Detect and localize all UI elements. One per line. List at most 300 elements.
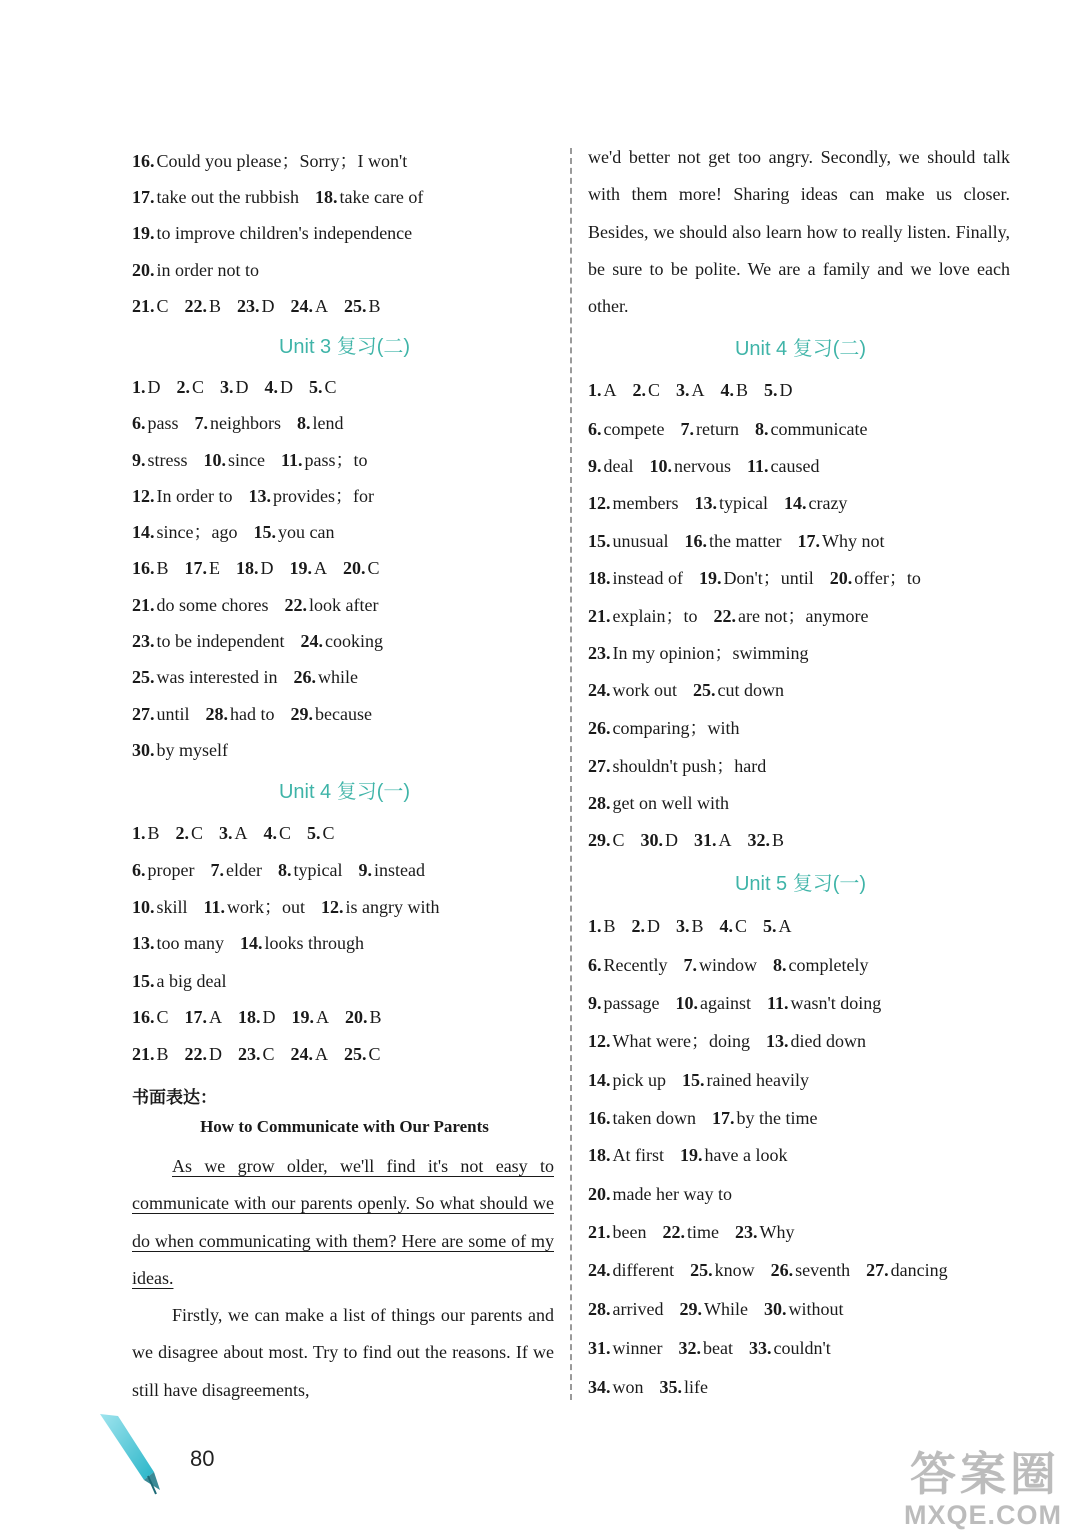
answer-text: explain；to bbox=[612, 606, 698, 626]
answer-number: 23. bbox=[132, 631, 155, 651]
answer-item bbox=[588, 1108, 696, 1128]
answer-number: 16. bbox=[588, 1108, 611, 1128]
answer-line bbox=[132, 630, 399, 652]
answer-item bbox=[210, 860, 261, 880]
answer-item bbox=[132, 260, 259, 280]
answer-number: 27. bbox=[866, 1260, 889, 1280]
answer-number: 24. bbox=[588, 1260, 611, 1280]
answer-number: 17. bbox=[797, 531, 820, 551]
answer-text: A bbox=[314, 558, 328, 578]
answer-text: A bbox=[234, 823, 248, 843]
answer-number: 21. bbox=[588, 606, 611, 626]
answer-text: rained heavily bbox=[706, 1070, 809, 1090]
answer-number: 35. bbox=[659, 1377, 682, 1397]
answer-item bbox=[588, 1070, 666, 1090]
answer-text: pick up bbox=[612, 1070, 666, 1090]
answer-item bbox=[588, 993, 659, 1013]
page-number: 80 bbox=[190, 1446, 215, 1471]
answer-text: crazy bbox=[808, 493, 848, 513]
answer-number: 10. bbox=[203, 450, 226, 470]
answer-item bbox=[238, 1007, 276, 1027]
answer-text: take care of bbox=[339, 187, 424, 207]
answer-text: life bbox=[684, 1377, 708, 1397]
answer-number: 21. bbox=[132, 595, 155, 615]
answer-number: 17. bbox=[132, 187, 155, 207]
answer-item bbox=[588, 955, 667, 975]
answer-item bbox=[220, 377, 249, 397]
answer-text: B bbox=[368, 296, 381, 316]
answer-text: communicate bbox=[770, 419, 868, 439]
answer-item bbox=[278, 860, 342, 880]
answer-text: typical bbox=[718, 493, 768, 513]
answer-item bbox=[132, 1007, 169, 1027]
answer-item bbox=[132, 897, 188, 917]
answer-number: 20. bbox=[588, 1184, 611, 1204]
answer-number: 18. bbox=[238, 1007, 261, 1027]
answer-number: 15. bbox=[253, 522, 276, 542]
answer-item bbox=[132, 823, 160, 843]
answer-line bbox=[132, 594, 394, 616]
answer-number: 4. bbox=[719, 916, 734, 936]
answer-line bbox=[132, 1043, 397, 1065]
answer-number: 27. bbox=[588, 756, 611, 776]
answer-number: 6. bbox=[132, 860, 146, 880]
answer-text: died down bbox=[790, 1031, 866, 1051]
answer-text: Why not bbox=[821, 531, 885, 551]
answer-number: 7. bbox=[210, 860, 224, 880]
answer-number: 30. bbox=[132, 740, 155, 760]
answer-number: 30. bbox=[640, 830, 664, 850]
answer-text: by the time bbox=[736, 1108, 818, 1128]
answer-number: 24. bbox=[290, 1044, 314, 1064]
answer-item bbox=[132, 413, 179, 433]
answer-text: typical bbox=[293, 860, 343, 880]
answer-number: 2. bbox=[176, 377, 190, 397]
answer-line bbox=[132, 1006, 398, 1028]
answer-item bbox=[721, 380, 749, 400]
answer-number: 14. bbox=[588, 1070, 611, 1090]
answer-text: A bbox=[603, 380, 617, 400]
answer-number: 23. bbox=[588, 643, 611, 663]
writing-label: 书面表达： bbox=[132, 1088, 217, 1108]
answer-text: time bbox=[686, 1222, 719, 1242]
answer-item bbox=[206, 704, 275, 724]
answer-line bbox=[588, 1183, 748, 1205]
essay-continuation: we'd better not get too angry. Secondly, we should talk with them more! Sharing ideas can make us closer. Besides, we should also learn how to really listen. Finally, be sure to be polite. We are a family and we love each other. bbox=[588, 147, 1010, 317]
answer-text: won bbox=[612, 1377, 644, 1397]
answer-text: A bbox=[315, 296, 329, 316]
answer-text: have a look bbox=[704, 1145, 788, 1165]
answer-line bbox=[588, 1337, 847, 1359]
answer-item bbox=[237, 296, 275, 316]
answer-item bbox=[238, 1044, 275, 1064]
answer-number: 14. bbox=[783, 493, 807, 513]
answer-number: 11. bbox=[280, 450, 303, 470]
answer-item bbox=[132, 522, 237, 542]
answer-text: work；out bbox=[227, 897, 306, 917]
answer-text: neighbors bbox=[210, 413, 281, 433]
answer-number: 12. bbox=[588, 1031, 611, 1051]
answer-text: pass bbox=[147, 413, 179, 433]
answer-line bbox=[588, 530, 900, 552]
essay-paragraph-2: Firstly, we can make a list of things our parents and we disagree about most. Try to find out the reasons. If we still have disagreements, bbox=[132, 1305, 554, 1400]
answer-line bbox=[588, 1259, 964, 1281]
answer-number: 27. bbox=[132, 704, 155, 724]
answer-text: elder bbox=[225, 860, 262, 880]
answer-number: 25. bbox=[693, 680, 716, 700]
answer-number: 26. bbox=[293, 667, 316, 687]
answer-line bbox=[588, 1107, 833, 1129]
answer-text: offer；to bbox=[854, 568, 921, 588]
answer-text: B bbox=[156, 1044, 169, 1064]
answer-number: 12. bbox=[588, 493, 611, 513]
answer-text: Recently bbox=[603, 955, 668, 975]
answer-text: Could you please；Sorry；I won't bbox=[156, 151, 408, 171]
answer-number: 9. bbox=[588, 456, 602, 476]
answer-line bbox=[132, 259, 275, 281]
answer-text: C bbox=[735, 916, 748, 936]
answer-item bbox=[588, 1031, 750, 1051]
answer-item bbox=[690, 1260, 755, 1280]
answer-text: couldn't bbox=[773, 1338, 831, 1358]
answer-item bbox=[680, 1145, 787, 1165]
answer-text: C bbox=[324, 377, 337, 397]
answer-text: completely bbox=[788, 955, 869, 975]
answer-number: 26. bbox=[770, 1260, 794, 1280]
answer-number: 13. bbox=[694, 493, 717, 513]
answer-number: 23. bbox=[734, 1222, 758, 1242]
answer-line bbox=[588, 455, 835, 477]
answer-text: While bbox=[703, 1299, 748, 1319]
answer-item bbox=[830, 568, 921, 588]
answer-line bbox=[588, 1144, 803, 1166]
answer-item bbox=[291, 704, 372, 724]
answer-text: D bbox=[147, 377, 161, 397]
answer-text: unusual bbox=[612, 531, 669, 551]
answer-item bbox=[679, 1299, 747, 1319]
answer-item bbox=[290, 558, 328, 578]
answer-number: 34. bbox=[588, 1377, 611, 1397]
answer-item bbox=[588, 916, 616, 936]
answer-item bbox=[699, 568, 814, 588]
answer-text: shouldn't push；hard bbox=[612, 756, 767, 776]
answer-item bbox=[132, 860, 194, 880]
answer-text: C bbox=[322, 823, 335, 843]
answer-line bbox=[132, 932, 380, 954]
answer-item bbox=[720, 916, 748, 936]
answer-text: members bbox=[612, 493, 679, 513]
answer-line bbox=[132, 970, 242, 992]
answer-line bbox=[588, 792, 745, 814]
answer-number: 11. bbox=[203, 897, 226, 917]
answer-item bbox=[641, 830, 679, 850]
answer-text: A bbox=[316, 1007, 330, 1027]
answer-line bbox=[132, 557, 396, 579]
answer-item bbox=[132, 223, 412, 243]
answer-number: 2. bbox=[632, 380, 646, 400]
answer-number: 32. bbox=[747, 830, 771, 850]
answer-number: 18. bbox=[588, 568, 611, 588]
answer-item bbox=[767, 993, 881, 1013]
answer-text: window bbox=[698, 955, 757, 975]
answer-text: return bbox=[695, 419, 739, 439]
answer-number: 3. bbox=[676, 916, 690, 936]
answer-number: 1. bbox=[132, 377, 146, 397]
answer-number: 21. bbox=[132, 1044, 155, 1064]
answer-number: 16. bbox=[132, 1007, 155, 1027]
answer-line bbox=[588, 492, 863, 514]
answer-number: 3. bbox=[220, 377, 234, 397]
answer-text: C bbox=[648, 380, 661, 400]
answer-number: 1. bbox=[588, 380, 602, 400]
answer-text: too many bbox=[156, 933, 224, 953]
answer-text: take out the rubbish bbox=[156, 187, 299, 207]
answer-number: 18. bbox=[588, 1145, 611, 1165]
answer-item bbox=[866, 1260, 947, 1280]
answer-number: 4. bbox=[263, 823, 278, 843]
answer-number: 9. bbox=[358, 860, 372, 880]
answer-text: passage bbox=[603, 993, 660, 1013]
answer-line bbox=[132, 449, 384, 471]
answer-item bbox=[588, 493, 678, 513]
answer-line bbox=[588, 642, 825, 664]
answer-item bbox=[344, 1044, 381, 1064]
answer-item bbox=[195, 413, 282, 433]
answer-text: seventh bbox=[795, 1260, 851, 1280]
answer-line bbox=[132, 485, 390, 507]
answer-text: Don't；until bbox=[723, 568, 814, 588]
answer-item bbox=[588, 380, 617, 400]
answer-item bbox=[132, 558, 169, 578]
answer-number: 32. bbox=[678, 1338, 701, 1358]
answer-line bbox=[588, 1298, 859, 1320]
answer-number: 8. bbox=[277, 860, 292, 880]
answer-item bbox=[176, 823, 204, 843]
answer-item bbox=[680, 419, 738, 439]
answer-item bbox=[236, 558, 274, 578]
answer-text: B bbox=[691, 916, 704, 936]
answer-item bbox=[185, 1007, 223, 1027]
answer-number: 30. bbox=[763, 1299, 787, 1319]
answer-item bbox=[132, 631, 284, 651]
answer-number: 15. bbox=[588, 531, 611, 551]
answer-text: B bbox=[147, 823, 160, 843]
answer-text: B bbox=[772, 830, 785, 850]
answer-text: dancing bbox=[890, 1260, 948, 1280]
answer-number: 18. bbox=[236, 558, 259, 578]
answer-line bbox=[132, 896, 456, 918]
answer-item bbox=[749, 1338, 831, 1358]
answer-line bbox=[132, 666, 374, 688]
answer-text: A bbox=[778, 916, 792, 936]
answer-item bbox=[588, 531, 669, 551]
answer-text: until bbox=[156, 704, 190, 724]
answer-number: 8. bbox=[297, 413, 311, 433]
answer-item bbox=[588, 718, 739, 738]
answer-item bbox=[773, 955, 868, 975]
answer-line bbox=[132, 295, 397, 317]
answer-item bbox=[132, 187, 299, 207]
answer-item bbox=[633, 380, 661, 400]
answer-text: stress bbox=[147, 450, 188, 470]
answer-text: A bbox=[209, 1007, 223, 1027]
answer-item bbox=[204, 450, 265, 470]
answer-number: 4. bbox=[264, 377, 279, 397]
answer-number: 31. bbox=[588, 1338, 611, 1358]
answer-number: 7. bbox=[194, 413, 208, 433]
answer-text: are not；anymore bbox=[737, 606, 869, 626]
answer-line bbox=[132, 376, 353, 398]
answer-text: look after bbox=[308, 595, 379, 615]
answer-item bbox=[240, 933, 364, 953]
answer-text: D bbox=[665, 830, 679, 850]
answer-item bbox=[747, 456, 820, 476]
answer-item bbox=[735, 1222, 795, 1242]
answer-number: 20. bbox=[345, 1007, 368, 1027]
answer-item bbox=[588, 1222, 646, 1242]
watermark bbox=[904, 1438, 1074, 1534]
answer-number: 5. bbox=[763, 916, 777, 936]
watermark-logo: 答案圈 bbox=[910, 1448, 1060, 1500]
answer-item bbox=[281, 450, 368, 470]
answer-number: 28. bbox=[588, 1299, 611, 1319]
answer-text: work out bbox=[612, 680, 677, 700]
answer-text: deal bbox=[603, 456, 634, 476]
answer-item bbox=[678, 1338, 732, 1358]
answer-item bbox=[683, 955, 757, 975]
answer-number: 25. bbox=[690, 1260, 713, 1280]
answer-item bbox=[344, 296, 381, 316]
answer-line bbox=[588, 717, 755, 739]
answer-number: 31. bbox=[694, 830, 717, 850]
answer-number: 8. bbox=[754, 419, 769, 439]
answer-number: 24. bbox=[588, 680, 611, 700]
answer-item bbox=[588, 456, 633, 476]
answer-text: B bbox=[209, 296, 222, 316]
answer-item bbox=[291, 296, 329, 316]
answer-item bbox=[132, 933, 224, 953]
answer-item bbox=[248, 486, 373, 506]
answer-text: wasn't doing bbox=[790, 993, 882, 1013]
answer-item bbox=[763, 916, 792, 936]
answer-item bbox=[784, 493, 847, 513]
answer-item bbox=[132, 151, 407, 171]
answer-number: 22. bbox=[184, 1044, 208, 1064]
answer-number: 17. bbox=[184, 1007, 208, 1027]
answer-text: instead bbox=[373, 860, 425, 880]
answer-text: What were；doing bbox=[612, 1031, 750, 1051]
answer-text: instead of bbox=[612, 568, 683, 588]
answer-text: D bbox=[209, 1044, 223, 1064]
answer-text: made her way to bbox=[612, 1184, 732, 1204]
answer-number: 14. bbox=[132, 522, 155, 542]
answer-text: the matter bbox=[709, 531, 782, 551]
answer-line bbox=[588, 418, 883, 440]
answer-text: without bbox=[788, 1299, 844, 1319]
answer-line bbox=[588, 379, 809, 401]
answer-item bbox=[764, 380, 793, 400]
answer-item bbox=[748, 830, 785, 850]
answer-text: A bbox=[691, 380, 705, 400]
answer-text: winner bbox=[612, 1338, 663, 1358]
answer-number: 16. bbox=[684, 531, 707, 551]
answer-number: 1. bbox=[588, 916, 602, 936]
answer-text: C bbox=[192, 377, 205, 397]
answer-text: while bbox=[317, 667, 358, 687]
answer-number: 16. bbox=[132, 151, 155, 171]
answer-item bbox=[675, 993, 751, 1013]
answer-number: 20. bbox=[829, 568, 853, 588]
answer-line bbox=[132, 521, 350, 543]
answer-number: 2. bbox=[631, 916, 646, 936]
answer-text: C bbox=[156, 296, 169, 316]
answer-text: you can bbox=[277, 522, 335, 542]
answer-number: 3. bbox=[676, 380, 690, 400]
answer-number: 22. bbox=[184, 296, 208, 316]
answer-number: 9. bbox=[588, 993, 602, 1013]
answer-item bbox=[588, 1377, 644, 1397]
answer-item bbox=[682, 1070, 809, 1090]
answer-number: 18. bbox=[314, 187, 338, 207]
answer-number: 29. bbox=[679, 1299, 702, 1319]
column-divider bbox=[570, 148, 572, 1400]
answer-text: A bbox=[718, 830, 732, 850]
answer-number: 8. bbox=[772, 955, 787, 975]
answer-text: D bbox=[260, 558, 274, 578]
answer-number: 14. bbox=[240, 933, 263, 953]
essay-paragraph-1: As we grow older, we'll find it's not easy to communicate with our parents openly. So what should we do when communicating with them? Here are some of my ideas. bbox=[132, 1156, 554, 1288]
answer-text: looks through bbox=[264, 933, 365, 953]
answer-text: C bbox=[262, 1044, 275, 1064]
answer-number: 1. bbox=[132, 823, 146, 843]
answer-text: C bbox=[367, 558, 380, 578]
answer-number: 10. bbox=[649, 456, 672, 476]
answer-number: 10. bbox=[675, 993, 698, 1013]
answer-text: D bbox=[261, 296, 275, 316]
answer-number: 19. bbox=[698, 568, 722, 588]
answer-text: pass；to bbox=[304, 450, 368, 470]
answer-item bbox=[676, 916, 704, 936]
answer-number: 5. bbox=[307, 823, 321, 843]
answer-item bbox=[132, 450, 188, 470]
answer-text: nervous bbox=[673, 456, 731, 476]
answer-text: proper bbox=[147, 860, 195, 880]
answer-text: D bbox=[280, 377, 294, 397]
answer-text: C bbox=[191, 823, 204, 843]
answer-number: 11. bbox=[746, 456, 769, 476]
answer-item bbox=[588, 830, 625, 850]
answer-number: 13. bbox=[765, 1031, 789, 1051]
answer-number: 28. bbox=[588, 793, 611, 813]
answer-number: 10. bbox=[132, 897, 155, 917]
answer-item bbox=[358, 860, 425, 880]
heading-unit3-review2: Unit 3 复习(二) bbox=[278, 336, 411, 358]
answer-number: 5. bbox=[309, 377, 323, 397]
answer-number: 33. bbox=[748, 1338, 772, 1358]
answer-item bbox=[588, 606, 697, 626]
answer-item bbox=[588, 643, 809, 663]
answer-item bbox=[292, 1007, 330, 1027]
heading-unit4-review2: Unit 4 复习(二) bbox=[734, 338, 867, 360]
answer-number: 22. bbox=[662, 1222, 685, 1242]
answer-number: 23. bbox=[238, 1044, 261, 1064]
answer-text: D bbox=[647, 916, 661, 936]
answer-line bbox=[588, 755, 782, 777]
answer-text: cut down bbox=[717, 680, 784, 700]
answer-number: 23. bbox=[237, 296, 260, 316]
answer-number: 26. bbox=[588, 718, 611, 738]
answer-item bbox=[588, 1260, 674, 1280]
